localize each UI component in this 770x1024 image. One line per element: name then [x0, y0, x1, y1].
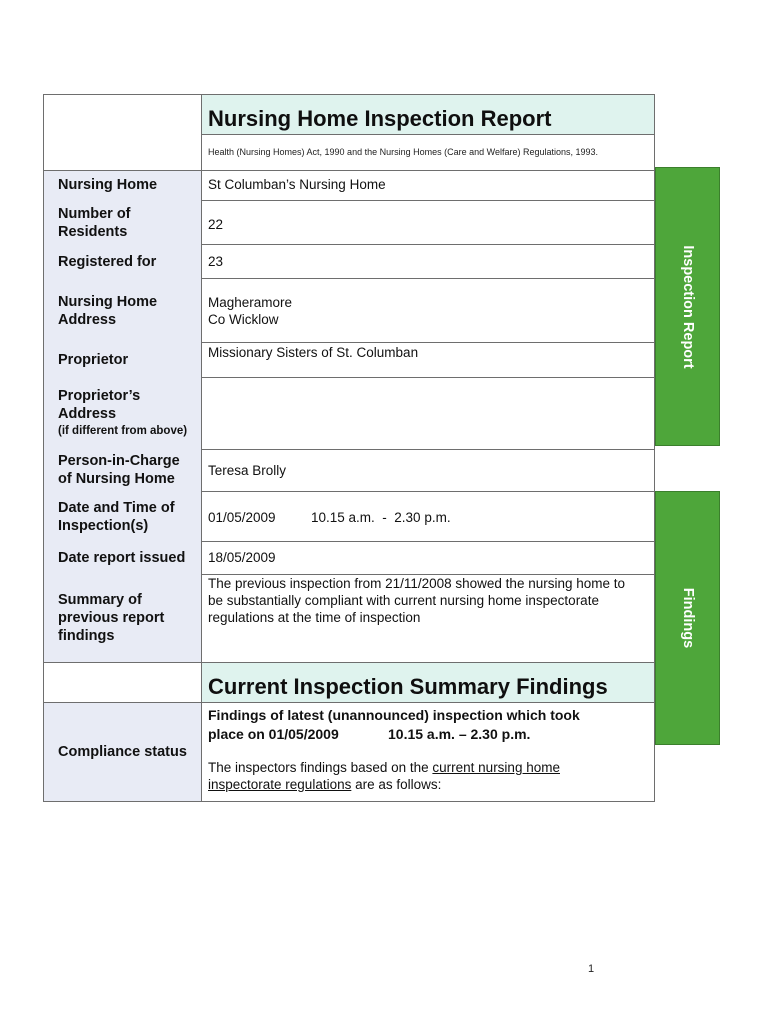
grid-row-1 — [43, 170, 655, 171]
left-column-bg-top — [43, 94, 201, 170]
summary-value-line1: The previous inspection from 21/11/2008 showed the nursing home to — [208, 576, 626, 591]
current-regulations-link[interactable]: current nursing home — [432, 760, 560, 775]
person-in-charge-label-line2: of Nursing Home — [58, 471, 175, 487]
summary-label-line2: previous report — [58, 610, 165, 626]
findings-line1: Findings of latest (unannounced) inspection which took — [208, 707, 580, 723]
findings-tab-label: Findings — [679, 587, 696, 649]
findings-tab[interactable] — [655, 491, 720, 745]
inspection-date-label-line1: Date and Time of — [58, 500, 175, 516]
summary-value-line2: be substantially compliant with current nursing home inspectorate — [208, 593, 599, 608]
page-subtitle: Health (Nursing Homes) Act, 1990 and the Nursing Homes (Care and Welfare) Regulations, 1993. — [208, 147, 599, 157]
proprietor-label: Proprietor — [58, 352, 129, 368]
grid-row-subtitle — [201, 134, 655, 135]
inspectors-findings-line2 — [208, 776, 441, 793]
proprietor-value: Missionary Sisters of St. Columban — [208, 345, 419, 360]
page-title: Nursing Home Inspection Report — [208, 106, 552, 131]
page-number: 1 — [588, 963, 595, 975]
grid-row-5 — [201, 342, 655, 343]
grid-left-border — [43, 94, 44, 802]
inspection-time-value: 10.15 a.m. - 2.30 p.m. — [311, 510, 451, 525]
grid-row-bottom — [43, 801, 655, 802]
compliance-status-label: Compliance status — [58, 744, 187, 760]
address-label-line1: Nursing Home — [58, 294, 158, 310]
inspection-date-label-line2: Inspection(s) — [58, 518, 149, 534]
inspection-report-tab-label: Inspection Report — [679, 244, 696, 369]
proprietor-address-label-line2: Address — [58, 406, 117, 422]
inspectors-findings-pre: The inspectors findings based on the — [208, 760, 433, 775]
current-findings-title: Current Inspection Summary Findings — [208, 674, 608, 699]
summary-label-line1: Summary of — [58, 592, 142, 608]
person-in-charge-value: Teresa Brolly — [208, 463, 287, 478]
summary-value-line3: regulations at the time of inspection — [208, 610, 421, 625]
left-blank-bg-current — [43, 662, 201, 702]
residents-label-line1: Number of — [58, 206, 131, 222]
nursing-home-value: St Columban’s Nursing Home — [208, 177, 386, 192]
current-regulations-link-cont[interactable]: inspectorate regulations — [208, 777, 352, 792]
address-value-line2: Co Wicklow — [208, 312, 279, 327]
residents-label-line2: Residents — [58, 224, 128, 240]
grid-row-2 — [201, 200, 655, 201]
grid-row-3 — [201, 244, 655, 245]
address-label-line2: Address — [58, 312, 117, 328]
registered-for-value: 23 — [208, 254, 224, 269]
grid-row-7 — [201, 449, 655, 450]
grid-row-12 — [43, 702, 655, 703]
inspectors-findings-post: are as follows: — [351, 777, 442, 792]
proprietor-address-note: (if different from above) — [58, 425, 188, 437]
nursing-home-label: Nursing Home — [58, 177, 158, 193]
grid-row-top — [43, 94, 655, 95]
grid-row-9 — [201, 541, 655, 542]
grid-row-8 — [201, 491, 655, 492]
inspection-report-tab[interactable] — [655, 167, 720, 446]
findings-line2-time: 10.15 a.m. – 2.30 p.m. — [388, 726, 531, 742]
date-report-issued-label: Date report issued — [58, 550, 186, 566]
grid-row-4 — [201, 278, 655, 279]
inspection-date-value: 01/05/2009 — [208, 510, 276, 525]
person-in-charge-label-line1: Person-in-Charge — [58, 453, 180, 469]
address-value-line1: Magheramore — [208, 295, 293, 310]
findings-line2-date: place on 01/05/2009 — [208, 726, 339, 742]
grid-row-11 — [43, 662, 655, 663]
residents-value: 22 — [208, 217, 224, 232]
registered-for-label: Registered for — [58, 254, 157, 270]
proprietor-address-label-line1: Proprietor’s — [58, 388, 141, 404]
inspectors-findings-line1 — [208, 759, 560, 776]
summary-label-line3: findings — [58, 628, 115, 644]
grid-row-6 — [201, 377, 655, 378]
date-report-issued-value: 18/05/2009 — [208, 550, 276, 565]
